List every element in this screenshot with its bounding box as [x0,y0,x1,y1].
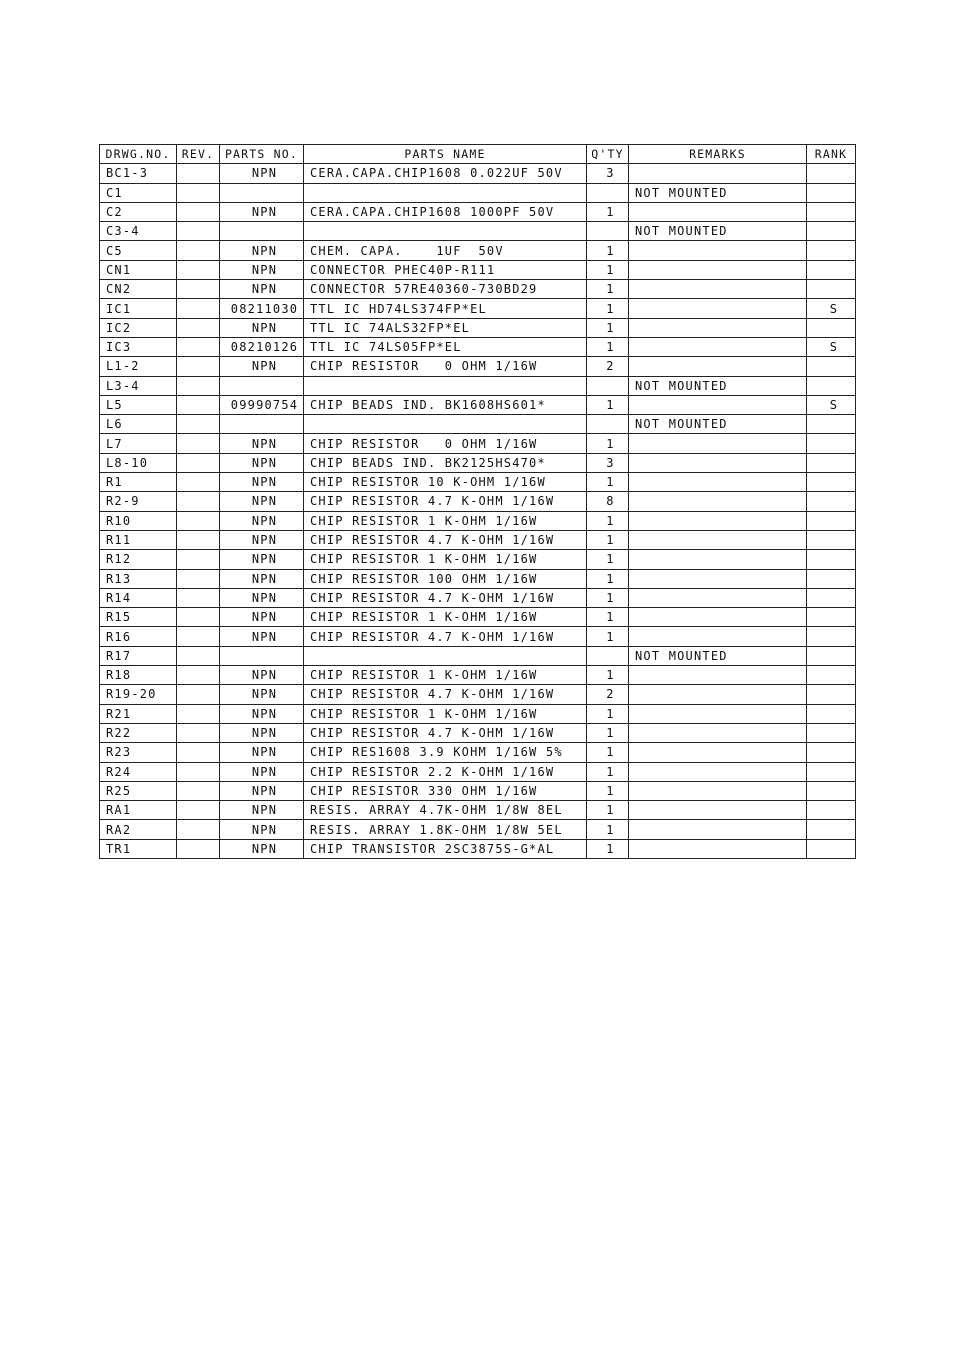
rank-cell [807,183,856,202]
remarks-cell [629,395,807,414]
parts-no-cell: NPN [220,666,304,685]
parts-no-cell: NPN [220,164,304,183]
qty-cell [587,222,629,241]
rank-cell [807,801,856,820]
rev-cell [177,299,220,318]
parts-no-cell: NPN [220,241,304,260]
rank-cell [807,781,856,800]
remarks-cell [629,839,807,858]
drwg-no-cell: L6 [100,415,177,434]
parts-no-cell [220,183,304,202]
header-drwg-no: DRWG.NO. [100,145,177,164]
table-row [100,685,856,704]
rank-cell [807,202,856,221]
header-rev: REV. [177,145,220,164]
parts-name-cell: CHIP BEADS IND. BK2125HS470* [304,453,587,472]
parts-no-cell: NPN [220,473,304,492]
header-rank: RANK [807,145,856,164]
parts-name-cell: CHIP RESISTOR 4.7 K-OHM 1/16W [304,588,587,607]
parts-no-cell: NPN [220,280,304,299]
parts-name-cell: CHIP RESISTOR 4.7 K-OHM 1/16W [304,627,587,646]
remarks-cell [629,550,807,569]
rank-cell [807,627,856,646]
parts-name-cell: CONNECTOR 57RE40360-730BD29 [304,280,587,299]
drwg-no-cell: IC2 [100,318,177,337]
header-parts-no: PARTS NO. [220,145,304,164]
table-row [100,202,856,221]
qty-cell [587,183,629,202]
parts-name-cell: CHIP RESISTOR 0 OHM 1/16W [304,357,587,376]
parts-name-cell: CHIP BEADS IND. BK1608HS601* [304,395,587,414]
remarks-cell [629,666,807,685]
rev-cell [177,376,220,395]
qty-cell: 1 [587,260,629,279]
rev-cell [177,415,220,434]
rank-cell [807,762,856,781]
drwg-no-cell: CN1 [100,260,177,279]
table-row [100,318,856,337]
table-row [100,222,856,241]
rev-cell [177,666,220,685]
header-qty: Q'TY [587,145,629,164]
table-row [100,164,856,183]
parts-name-cell: CHIP RESISTOR 4.7 K-OHM 1/16W [304,723,587,742]
header-parts-name: PARTS NAME [304,145,587,164]
rank-cell [807,743,856,762]
remarks-cell: NOT MOUNTED [629,415,807,434]
remarks-cell [629,801,807,820]
rank-cell [807,164,856,183]
rank-cell [807,357,856,376]
table-row [100,183,856,202]
parts-name-cell [304,183,587,202]
rank-cell [807,820,856,839]
qty-cell: 1 [587,241,629,260]
rank-cell [807,666,856,685]
parts-name-cell: CHIP RESISTOR 1 K-OHM 1/16W [304,511,587,530]
drwg-no-cell: R16 [100,627,177,646]
remarks-cell: NOT MOUNTED [629,646,807,665]
parts-name-cell: CONNECTOR PHEC40P-R111 [304,260,587,279]
parts-no-cell: NPN [220,492,304,511]
table-row [100,299,856,318]
table-row [100,376,856,395]
qty-cell: 3 [587,453,629,472]
rev-cell [177,492,220,511]
qty-cell: 1 [587,299,629,318]
drwg-no-cell: R13 [100,569,177,588]
drwg-no-cell: CN2 [100,280,177,299]
qty-cell: 1 [587,280,629,299]
table-row [100,395,856,414]
parts-name-cell: TTL IC 74ALS32FP*EL [304,318,587,337]
table-row [100,530,856,549]
parts-no-cell: NPN [220,434,304,453]
table-row [100,280,856,299]
rev-cell [177,704,220,723]
parts-list-table [99,144,856,859]
rank-cell [807,376,856,395]
rank-cell [807,434,856,453]
remarks-cell [629,685,807,704]
parts-name-cell [304,646,587,665]
drwg-no-cell: BC1-3 [100,164,177,183]
parts-name-cell: CHIP RES1608 3.9 KOHM 1/16W 5% [304,743,587,762]
drwg-no-cell: L3-4 [100,376,177,395]
drwg-no-cell: R15 [100,608,177,627]
parts-no-cell: NPN [220,569,304,588]
rev-cell [177,781,220,800]
rev-cell [177,183,220,202]
parts-no-cell [220,415,304,434]
rev-cell [177,588,220,607]
drwg-no-cell: R22 [100,723,177,742]
parts-no-cell: NPN [220,608,304,627]
table-row [100,588,856,607]
remarks-cell [629,743,807,762]
rev-cell [177,820,220,839]
drwg-no-cell: R23 [100,743,177,762]
table-row [100,550,856,569]
rev-cell [177,762,220,781]
rev-cell [177,511,220,530]
table-row [100,357,856,376]
drwg-no-cell: R25 [100,781,177,800]
parts-name-cell: CHIP RESISTOR 1 K-OHM 1/16W [304,666,587,685]
parts-no-cell: NPN [220,550,304,569]
rank-cell: S [807,395,856,414]
parts-name-cell: CHIP RESISTOR 4.7 K-OHM 1/16W [304,492,587,511]
table-row [100,260,856,279]
qty-cell: 1 [587,743,629,762]
rank-cell [807,222,856,241]
parts-no-cell: NPN [220,453,304,472]
table-row [100,241,856,260]
qty-cell: 1 [587,704,629,723]
rev-cell [177,260,220,279]
rev-cell [177,550,220,569]
qty-cell: 2 [587,357,629,376]
qty-cell: 1 [587,666,629,685]
remarks-cell [629,588,807,607]
rank-cell [807,569,856,588]
qty-cell: 1 [587,820,629,839]
drwg-no-cell: R10 [100,511,177,530]
rank-cell [807,550,856,569]
remarks-cell [629,473,807,492]
remarks-cell [629,453,807,472]
table-row [100,801,856,820]
qty-cell: 2 [587,685,629,704]
rev-cell [177,202,220,221]
parts-name-cell: CHIP RESISTOR 1 K-OHM 1/16W [304,608,587,627]
drwg-no-cell: R2-9 [100,492,177,511]
rank-cell [807,839,856,858]
remarks-cell: NOT MOUNTED [629,222,807,241]
parts-no-cell: NPN [220,627,304,646]
drwg-no-cell: R1 [100,473,177,492]
remarks-cell [629,820,807,839]
parts-name-cell: CHIP RESISTOR 10 K-OHM 1/16W [304,473,587,492]
rank-cell [807,415,856,434]
parts-no-cell: NPN [220,260,304,279]
qty-cell: 1 [587,627,629,646]
table-row [100,839,856,858]
rev-cell [177,357,220,376]
rank-cell [807,608,856,627]
qty-cell: 1 [587,434,629,453]
remarks-cell [629,569,807,588]
table-row [100,608,856,627]
rev-cell [177,723,220,742]
parts-no-cell: NPN [220,801,304,820]
rank-cell [807,723,856,742]
parts-no-cell: NPN [220,762,304,781]
table-row [100,569,856,588]
parts-name-cell: RESIS. ARRAY 1.8K-OHM 1/8W 5EL [304,820,587,839]
parts-name-cell: CHIP RESISTOR 4.7 K-OHM 1/16W [304,685,587,704]
drwg-no-cell: R18 [100,666,177,685]
drwg-no-cell: R19-20 [100,685,177,704]
rank-cell [807,318,856,337]
parts-no-cell: NPN [220,743,304,762]
qty-cell: 1 [587,395,629,414]
qty-cell: 1 [587,337,629,356]
rev-cell [177,839,220,858]
rev-cell [177,569,220,588]
parts-no-cell [220,646,304,665]
rank-cell [807,492,856,511]
parts-name-cell: CERA.CAPA.CHIP1608 0.022UF 50V [304,164,587,183]
qty-cell: 1 [587,608,629,627]
parts-no-cell: NPN [220,357,304,376]
parts-no-cell: NPN [220,511,304,530]
qty-cell: 1 [587,762,629,781]
rev-cell [177,434,220,453]
parts-name-cell [304,376,587,395]
rev-cell [177,646,220,665]
drwg-no-cell: R11 [100,530,177,549]
rank-cell [807,511,856,530]
remarks-cell [629,299,807,318]
parts-no-cell [220,222,304,241]
qty-cell: 1 [587,550,629,569]
rev-cell [177,280,220,299]
parts-name-cell: CHEM. CAPA. 1UF 50V [304,241,587,260]
drwg-no-cell: TR1 [100,839,177,858]
rank-cell [807,473,856,492]
remarks-cell [629,627,807,646]
rank-cell [807,685,856,704]
parts-name-cell: CHIP RESISTOR 330 OHM 1/16W [304,781,587,800]
parts-name-cell [304,222,587,241]
parts-no-cell: 08210126 [220,337,304,356]
remarks-cell [629,704,807,723]
parts-name-cell: CHIP TRANSISTOR 2SC3875S-G*AL [304,839,587,858]
rev-cell [177,453,220,472]
table-row [100,646,856,665]
parts-no-cell [220,376,304,395]
drwg-no-cell: R12 [100,550,177,569]
remarks-cell [629,723,807,742]
qty-cell: 1 [587,202,629,221]
qty-cell [587,646,629,665]
table-row [100,743,856,762]
qty-cell: 1 [587,781,629,800]
rank-cell [807,646,856,665]
table-row [100,666,856,685]
parts-name-cell: TTL IC HD74LS374FP*EL [304,299,587,318]
rev-cell [177,743,220,762]
table-row [100,781,856,800]
drwg-no-cell: R24 [100,762,177,781]
remarks-cell [629,530,807,549]
parts-name-cell: RESIS. ARRAY 4.7K-OHM 1/8W 8EL [304,801,587,820]
qty-cell: 1 [587,511,629,530]
parts-name-cell: CHIP RESISTOR 4.7 K-OHM 1/16W [304,530,587,549]
qty-cell: 1 [587,723,629,742]
rev-cell [177,801,220,820]
parts-no-cell: NPN [220,704,304,723]
table-row [100,473,856,492]
drwg-no-cell: IC3 [100,337,177,356]
qty-cell: 3 [587,164,629,183]
rev-cell [177,608,220,627]
parts-name-cell: CHIP RESISTOR 1 K-OHM 1/16W [304,704,587,723]
drwg-no-cell: RA2 [100,820,177,839]
parts-name-cell: CERA.CAPA.CHIP1608 1000PF 50V [304,202,587,221]
qty-cell: 1 [587,530,629,549]
parts-name-cell: CHIP RESISTOR 0 OHM 1/16W [304,434,587,453]
drwg-no-cell: RA1 [100,801,177,820]
drwg-no-cell: C2 [100,202,177,221]
drwg-no-cell: C3-4 [100,222,177,241]
qty-cell: 1 [587,839,629,858]
rank-cell: S [807,337,856,356]
remarks-cell [629,781,807,800]
header-remarks: REMARKS [629,145,807,164]
remarks-cell [629,280,807,299]
parts-name-cell: CHIP RESISTOR 2.2 K-OHM 1/16W [304,762,587,781]
rev-cell [177,241,220,260]
parts-no-cell: NPN [220,781,304,800]
rank-cell [807,453,856,472]
rev-cell [177,627,220,646]
parts-name-cell: CHIP RESISTOR 100 OHM 1/16W [304,569,587,588]
drwg-no-cell: R14 [100,588,177,607]
remarks-cell [629,511,807,530]
table-body [100,164,856,859]
remarks-cell [629,318,807,337]
table-row [100,415,856,434]
drwg-no-cell: IC1 [100,299,177,318]
table-header-row [100,145,856,164]
table-row [100,704,856,723]
remarks-cell [629,241,807,260]
rank-cell [807,260,856,279]
parts-no-cell: NPN [220,723,304,742]
drwg-no-cell: L5 [100,395,177,414]
rank-cell [807,704,856,723]
remarks-cell [629,608,807,627]
qty-cell: 1 [587,473,629,492]
table-row [100,723,856,742]
rev-cell [177,222,220,241]
remarks-cell [629,202,807,221]
qty-cell [587,376,629,395]
table-row [100,434,856,453]
rev-cell [177,685,220,704]
drwg-no-cell: C1 [100,183,177,202]
drwg-no-cell: L8-10 [100,453,177,472]
rev-cell [177,530,220,549]
table-row [100,820,856,839]
parts-name-cell: CHIP RESISTOR 1 K-OHM 1/16W [304,550,587,569]
remarks-cell [629,164,807,183]
remarks-cell [629,762,807,781]
rank-cell [807,241,856,260]
rev-cell [177,164,220,183]
parts-no-cell: NPN [220,685,304,704]
parts-no-cell: NPN [220,839,304,858]
table-row [100,453,856,472]
parts-no-cell: NPN [220,318,304,337]
drwg-no-cell: C5 [100,241,177,260]
qty-cell: 1 [587,588,629,607]
parts-name-cell: TTL IC 74LS05FP*EL [304,337,587,356]
rank-cell: S [807,299,856,318]
table-row [100,762,856,781]
parts-no-cell: NPN [220,530,304,549]
parts-no-cell: 08211030 [220,299,304,318]
qty-cell: 1 [587,801,629,820]
remarks-cell [629,434,807,453]
table-row [100,627,856,646]
drwg-no-cell: R17 [100,646,177,665]
qty-cell: 1 [587,318,629,337]
rev-cell [177,395,220,414]
parts-no-cell: 09990754 [220,395,304,414]
remarks-cell [629,337,807,356]
qty-cell: 8 [587,492,629,511]
remarks-cell: NOT MOUNTED [629,183,807,202]
drwg-no-cell: R21 [100,704,177,723]
drwg-no-cell: L7 [100,434,177,453]
parts-name-cell [304,415,587,434]
rank-cell [807,588,856,607]
rev-cell [177,318,220,337]
parts-no-cell: NPN [220,202,304,221]
qty-cell: 1 [587,569,629,588]
remarks-cell [629,260,807,279]
drwg-no-cell: L1-2 [100,357,177,376]
remarks-cell: NOT MOUNTED [629,376,807,395]
parts-no-cell: NPN [220,588,304,607]
rev-cell [177,337,220,356]
remarks-cell [629,492,807,511]
rank-cell [807,530,856,549]
qty-cell [587,415,629,434]
rev-cell [177,473,220,492]
table-row [100,511,856,530]
table-row [100,492,856,511]
rank-cell [807,280,856,299]
remarks-cell [629,357,807,376]
parts-no-cell: NPN [220,820,304,839]
table-row [100,337,856,356]
